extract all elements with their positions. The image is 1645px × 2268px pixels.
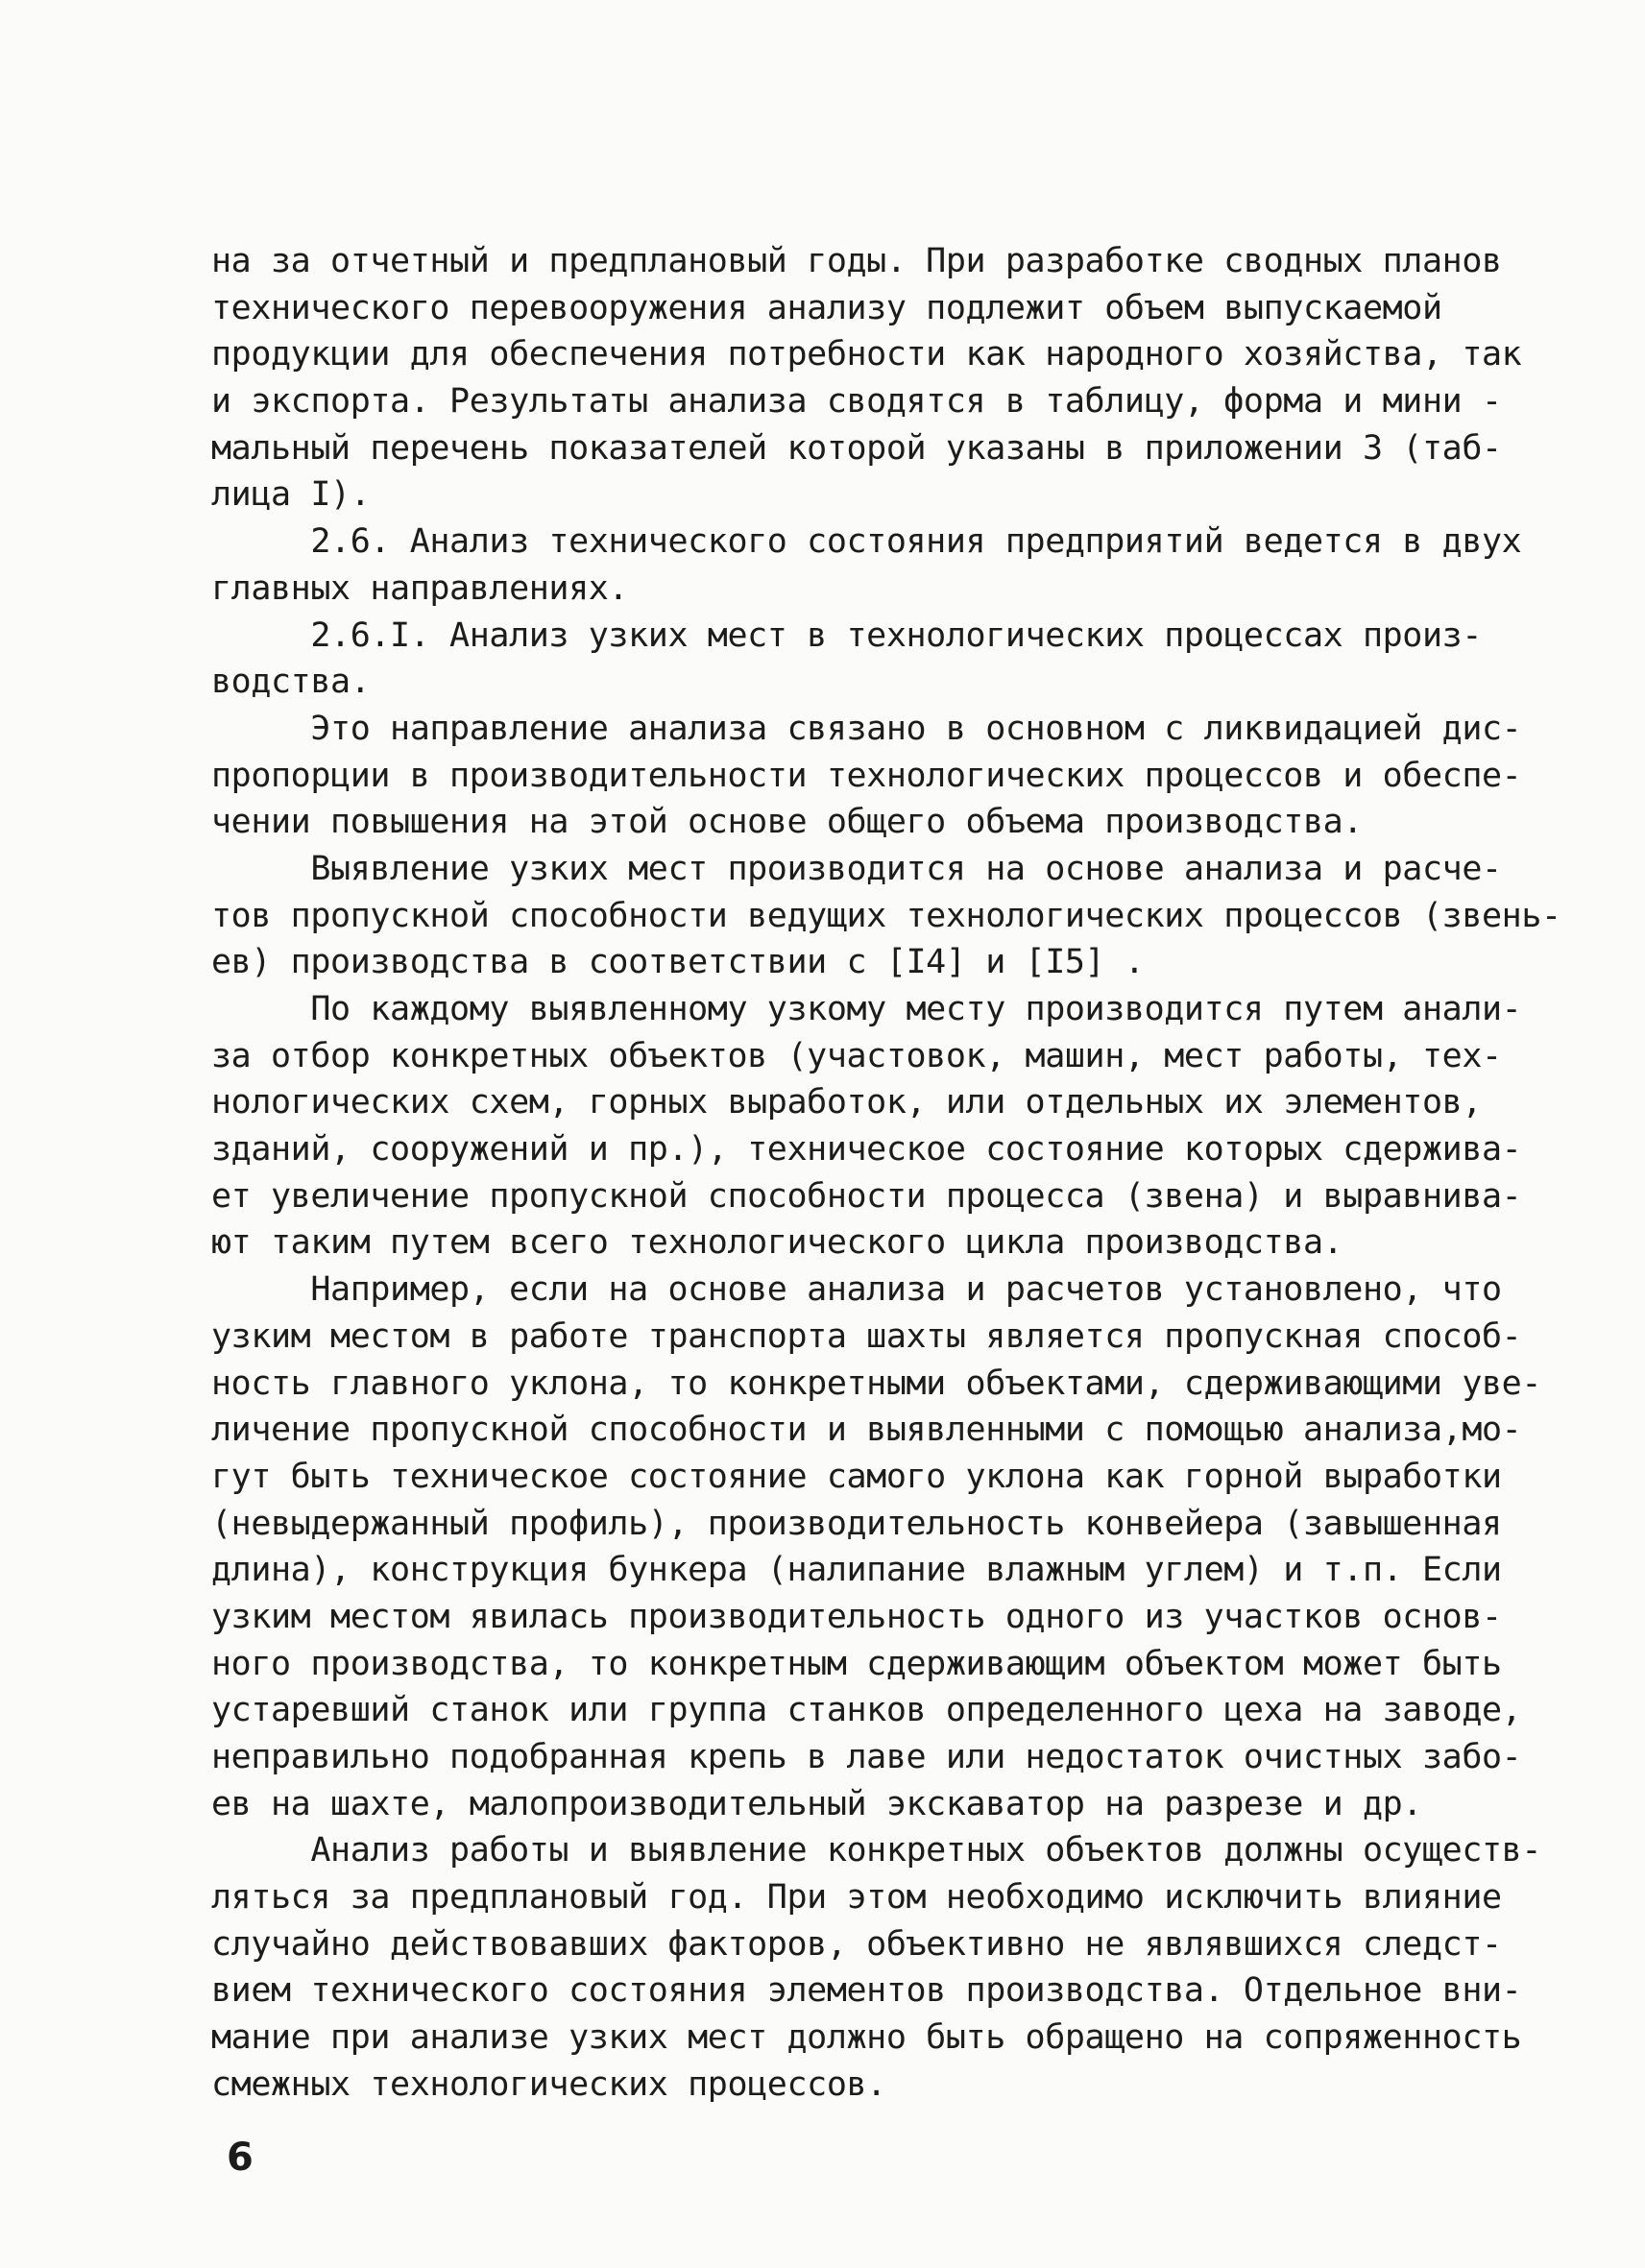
text-line: ев) производства в соответствии с [I4] и [I5] .: [211, 943, 1145, 982]
text-line: мание при анализе узких мест должно быть обращено на сопряженность: [211, 2018, 1522, 2058]
text-line: 2.6. Анализ технического состояния предприятий ведется в двух: [211, 522, 1522, 562]
text-line: ного производства, то конкретным сдерживающим объектом может быть: [211, 1644, 1502, 1683]
text-line: нологических схем, горных выработок, или отдельных их элементов,: [211, 1083, 1482, 1122]
text-line: По каждому выявленному узкому месту производится путем анали-: [211, 990, 1522, 1028]
text-line: Выявление узких мест производится на основе анализа и расче-: [211, 849, 1502, 888]
text-line: пропорции в производительности технологических процессов и обеспе-: [211, 756, 1522, 795]
text-line: водства.: [211, 663, 371, 702]
text-line: зданий, сооружений и пр.), техническое состояние которых сдержива-: [211, 1130, 1522, 1170]
text-line: ность главного уклона, то конкретными объектами, сдерживающими уве-: [211, 1363, 1542, 1403]
text-line: главных направлениях.: [211, 568, 629, 608]
text-line: длина), конструкция бункера (налипание влажным углем) и т.п. Если: [211, 1551, 1502, 1590]
text-line: ют таким путем всего технологического цикла производства.: [211, 1223, 1343, 1263]
page-number: 6: [227, 2135, 254, 2180]
text-line: лица I).: [211, 475, 371, 515]
text-line: ет увеличение пропускной способности процесса (звена) и выравнива-: [211, 1176, 1522, 1216]
text-line: (невыдержанный профиль), производительность конвейера (завышенная: [211, 1504, 1502, 1543]
text-line: Анализ работы и выявление конкретных объектов должны осуществ-: [211, 1831, 1542, 1870]
text-line: Например, если на основе анализа и расчетов установлено, что: [211, 1270, 1502, 1310]
text-line: продукции для обеспечения потребности как народного хозяйства, так: [211, 335, 1522, 374]
text-line: технического перевооружения анализу подлежит объем выпускаемой: [211, 288, 1442, 327]
text-line: узким местом в работе транспорта шахты является пропускная способ-: [211, 1316, 1522, 1356]
text-line: гут быть техническое состояние самого уклона как горной выработки: [211, 1457, 1502, 1496]
text-line: и экспорта. Результаты анализа сводятся в таблицу, форма и мини -: [211, 382, 1502, 422]
text-line: мальный перечень показателей которой указаны в приложении 3 (таб-: [211, 428, 1502, 468]
text-line: тов пропускной способности ведущих технологических процессов (звень-: [211, 896, 1561, 935]
text-line: на за отчетный и предплановый годы. При разработке сводных планов: [211, 242, 1502, 280]
text-line: узким местом явилась производительность одного из участков основ-: [211, 1597, 1502, 1636]
text-line: ев на шахте, малопроизводительный экскаватор на разрезе и др.: [211, 1784, 1422, 1823]
text-line: смежных технологических процессов.: [211, 2064, 886, 2104]
text-line: личение пропускной способности и выявленными с помощью анализа,мо-: [211, 1411, 1522, 1450]
text-line: за отбор конкретных объектов (участовок, машин, мест работы, тех-: [211, 1036, 1502, 1075]
text-line: ляться за предплановый год. При этом необходимо исключить влияние: [211, 1878, 1502, 1918]
text-line: устаревший станок или группа станков определенного цеха на заводе,: [211, 1691, 1522, 1730]
text-line: случайно действовавших факторов, объективно не являвшихся следст-: [211, 1924, 1502, 1964]
text-line: чении повышения на этой основе общего объема производства.: [211, 803, 1363, 842]
text-line: Это направление анализа связано в основном с ликвидацией дис-: [211, 709, 1522, 748]
body-text: [211, 238, 1561, 2109]
text-line: 2.6.I. Анализ узких мест в технологических процессах произ-: [211, 615, 1482, 655]
text-line: вием технического состояния элементов производства. Отдельное вни-: [211, 1971, 1522, 2011]
text-line: неправильно подобранная крепь в лаве или недостаток очистных забо-: [211, 1738, 1522, 1776]
